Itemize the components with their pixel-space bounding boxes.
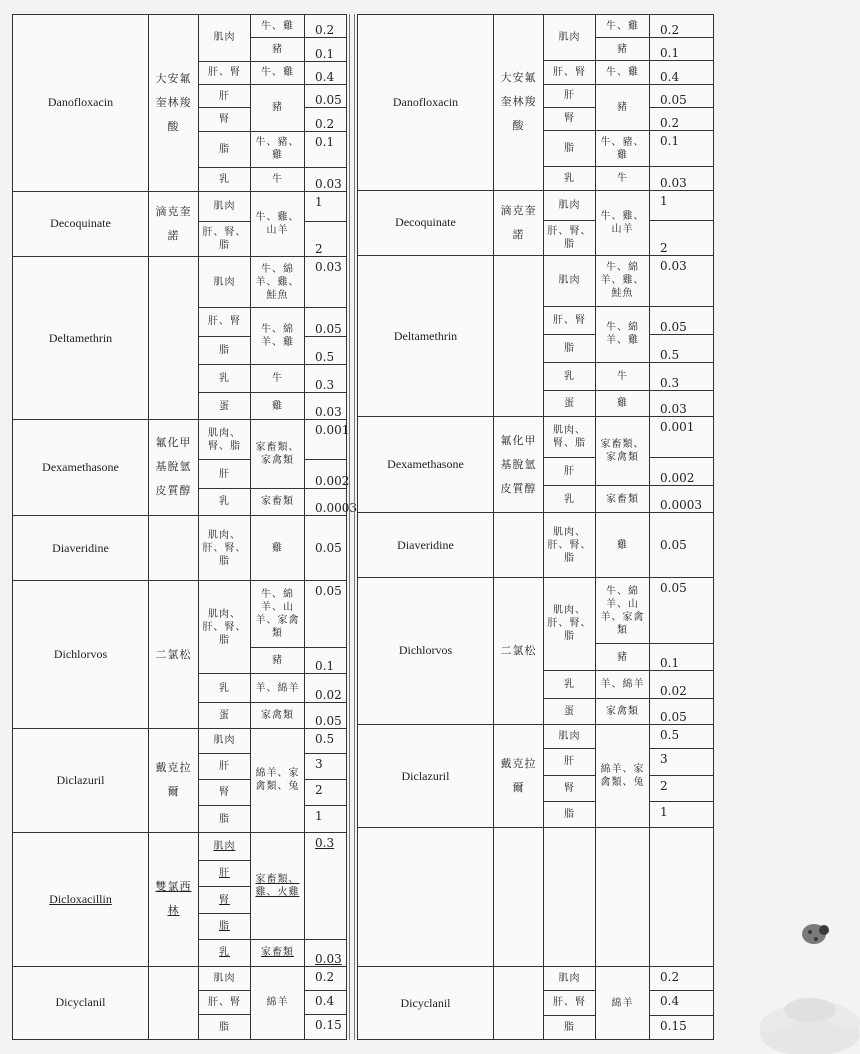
value-cell: 3 — [650, 749, 714, 775]
residue-table-left — [12, 14, 357, 1040]
table-row — [13, 966, 347, 990]
table-row — [358, 190, 714, 220]
tissue-cell: 肝、腎 — [199, 990, 251, 1014]
drug-name: Decoquinate — [358, 190, 494, 256]
tissue-cell: 腎 — [199, 779, 251, 805]
tissue-cell: 乳 — [544, 486, 596, 513]
value-cell: 0.1 — [650, 131, 714, 167]
tissue-cell: 乳 — [199, 674, 251, 702]
value-cell: 0.0003 — [305, 488, 347, 515]
species-cell: 雞 — [596, 391, 650, 417]
species-cell: 牛、豬、雞 — [251, 131, 305, 168]
tissue-cell: 肌肉 — [544, 725, 596, 749]
value-cell: 0.15 — [650, 1015, 714, 1039]
species-cell: 羊、綿羊 — [251, 674, 305, 702]
value-cell: 1 — [650, 801, 714, 827]
drug-name: Danofloxacin — [13, 15, 149, 192]
tissue-cell: 肌肉 — [544, 256, 596, 306]
value-cell: 0.5 — [305, 729, 347, 753]
drug-chinese-name — [149, 257, 199, 419]
tissue-cell: 肌肉、肝、腎、脂 — [199, 516, 251, 581]
species-cell: 牛、豬、雞 — [596, 131, 650, 167]
tissue-cell: 肌肉 — [544, 15, 596, 61]
tissue-cell: 脂 — [199, 131, 251, 168]
tissue-cell: 肝 — [544, 457, 596, 485]
value-cell: 0.5 — [305, 336, 347, 364]
value-cell: 0.03 — [305, 168, 347, 191]
species-cell: 家畜類、家禽類 — [251, 419, 305, 488]
drug-name: Diclazuril — [358, 725, 494, 828]
drug-name: Dicloxacillin — [13, 832, 149, 966]
tissue-cell: 乳 — [199, 365, 251, 393]
species-cell: 家畜類、雞、火雞 — [251, 832, 305, 940]
species-cell: 豬 — [251, 648, 305, 674]
species-cell: 牛、綿羊、山羊、家禽類 — [251, 581, 305, 648]
table-row — [358, 256, 714, 306]
value-cell: 0.05 — [305, 581, 347, 648]
table-row — [358, 967, 714, 991]
drug-name: Decoquinate — [13, 191, 149, 257]
tissue-cell: 蛋 — [199, 393, 251, 419]
tissue-cell: 肌肉 — [544, 967, 596, 991]
drug-chinese-name — [149, 516, 199, 581]
value-cell: 0.1 — [650, 644, 714, 670]
species-cell: 豬 — [596, 644, 650, 670]
table-row — [13, 832, 347, 860]
drug-name: Deltamethrin — [13, 257, 149, 419]
tissue-cell: 肝、腎 — [199, 308, 251, 336]
species-cell: 牛、雞 — [596, 15, 650, 38]
value-cell: 0.002 — [305, 460, 347, 488]
species-cell: 牛 — [596, 167, 650, 190]
value-cell: 2 — [650, 775, 714, 801]
species-cell: 綿羊、家禽類、兔 — [251, 729, 305, 832]
tissue-cell: 脂 — [544, 801, 596, 827]
table-row — [13, 729, 347, 753]
value-cell: 0.2 — [305, 108, 347, 131]
table-row — [13, 516, 347, 581]
value-cell: 1 — [650, 190, 714, 220]
tissue-cell: 肌肉、腎、脂 — [199, 419, 251, 460]
tissue-cell: 肝 — [199, 84, 251, 107]
tissue-cell: 脂 — [544, 131, 596, 167]
tissue-cell: 肝、腎 — [544, 991, 596, 1015]
tissue-cell: 肌肉 — [199, 191, 251, 221]
drug-chinese-name: 氟化甲基脫氫皮質醇 — [149, 419, 199, 515]
species-cell: 牛、綿羊、雞 — [596, 306, 650, 362]
value-cell: 0.15 — [305, 1015, 347, 1040]
tissue-cell: 肌肉 — [199, 15, 251, 62]
species-cell: 牛、雞、山羊 — [596, 190, 650, 256]
empty-cell — [596, 827, 650, 966]
species-cell: 牛 — [251, 168, 305, 191]
tissue-cell: 肝 — [199, 861, 251, 887]
table-row — [358, 725, 714, 749]
value-cell: 2 — [305, 221, 347, 257]
value-cell: 0.2 — [305, 15, 347, 38]
drug-chinese-name: 氟化甲基脫氫皮質醇 — [494, 417, 544, 513]
tissue-cell: 肌肉、肝、腎、脂 — [544, 577, 596, 670]
value-cell: 0.03 — [305, 393, 347, 419]
species-cell: 雞 — [596, 513, 650, 578]
drug-chinese-name: 二氯松 — [149, 581, 199, 729]
tissue-cell: 腎 — [544, 775, 596, 801]
tissue-cell: 腎 — [199, 887, 251, 913]
table-row — [358, 513, 714, 578]
value-cell: 0.2 — [650, 107, 714, 130]
table-row — [358, 417, 714, 457]
tissue-cell: 肌肉 — [199, 257, 251, 308]
tissue-cell: 乳 — [544, 363, 596, 391]
species-cell: 牛、雞 — [596, 61, 650, 84]
value-cell: 0.03 — [650, 167, 714, 190]
tissue-cell: 蛋 — [544, 698, 596, 724]
page-fold — [349, 14, 355, 1040]
species-cell: 牛、綿羊、雞 — [251, 308, 305, 365]
value-cell: 0.05 — [650, 84, 714, 107]
drug-name: Dichlorvos — [358, 577, 494, 724]
tissue-cell: 肌肉 — [199, 832, 251, 860]
tissue-cell: 肝 — [199, 460, 251, 488]
tissue-cell: 脂 — [544, 1015, 596, 1039]
drug-chinese-name: 二氯松 — [494, 577, 544, 724]
table-row — [13, 581, 347, 648]
tissue-cell: 肝、腎 — [544, 306, 596, 334]
value-cell: 0.05 — [650, 698, 714, 724]
species-cell: 牛、雞、山羊 — [251, 191, 305, 257]
tissue-cell: 脂 — [199, 1015, 251, 1040]
value-cell: 0.5 — [650, 725, 714, 749]
drug-name: Dicyclanil — [358, 967, 494, 1040]
tissue-cell: 脂 — [544, 334, 596, 362]
tissue-cell: 肝、腎、脂 — [199, 221, 251, 257]
empty-cell — [358, 827, 494, 966]
value-cell: 0.4 — [650, 61, 714, 84]
tissue-cell: 乳 — [544, 167, 596, 190]
species-cell: 牛、綿羊、雞、鮭魚 — [596, 256, 650, 306]
drug-chinese-name — [494, 256, 544, 417]
value-cell: 0.4 — [305, 990, 347, 1014]
drug-name: Diaveridine — [13, 516, 149, 581]
tissue-cell: 肌肉、肝、腎、脂 — [544, 513, 596, 578]
ladybug-on-flower-icon — [740, 914, 860, 1054]
table-row — [358, 827, 714, 966]
tissue-cell: 肌肉 — [199, 966, 251, 990]
drug-chinese-name: 滴克奎諾 — [494, 190, 544, 256]
tissue-cell: 腎 — [199, 108, 251, 131]
species-cell: 雞 — [251, 393, 305, 419]
drug-name: Dexamethasone — [13, 419, 149, 515]
tissue-cell: 肝、腎 — [544, 61, 596, 84]
drug-name: Dicyclanil — [13, 966, 149, 1039]
value-cell: 0.001 — [305, 419, 347, 460]
species-cell: 豬 — [596, 84, 650, 130]
species-cell: 家畜類、家禽類 — [596, 417, 650, 486]
value-cell: 0.05 — [305, 84, 347, 107]
tissue-cell: 肌肉 — [544, 190, 596, 220]
value-cell: 0.05 — [305, 702, 347, 728]
tissue-cell: 肌肉 — [199, 729, 251, 753]
species-cell: 牛、綿羊、山羊、家禽類 — [596, 577, 650, 644]
value-cell: 0.03 — [650, 391, 714, 417]
value-cell: 0.03 — [305, 257, 347, 308]
value-cell: 0.002 — [650, 457, 714, 485]
value-cell: 0.1 — [305, 648, 347, 674]
drug-chinese-name: 雙氯西林 — [149, 832, 199, 966]
species-cell: 雞 — [251, 516, 305, 581]
species-cell: 家畜類 — [596, 486, 650, 513]
drug-chinese-name: 戴克拉爾 — [494, 725, 544, 828]
tissue-cell: 蛋 — [199, 702, 251, 728]
value-cell: 1 — [305, 191, 347, 221]
species-cell: 綿羊、家禽類、兔 — [596, 725, 650, 828]
species-cell: 綿羊 — [251, 966, 305, 1039]
drug-name: Danofloxacin — [358, 15, 494, 191]
value-cell: 0.02 — [305, 674, 347, 702]
table-row — [13, 257, 347, 308]
value-cell: 0.0003 — [650, 486, 714, 513]
species-cell: 牛、雞 — [251, 15, 305, 38]
value-cell: 2 — [650, 220, 714, 255]
tissue-cell: 脂 — [199, 336, 251, 364]
tissue-cell: 肌肉、腎、脂 — [544, 417, 596, 457]
value-cell: 0.05 — [305, 308, 347, 336]
value-cell: 0.1 — [305, 131, 347, 168]
species-cell: 牛、綿羊、雞、鮭魚 — [251, 257, 305, 308]
value-cell: 0.2 — [650, 967, 714, 991]
drug-name: Diclazuril — [13, 729, 149, 832]
value-cell: 0.001 — [650, 417, 714, 457]
value-cell: 0.1 — [305, 38, 347, 61]
value-cell: 0.02 — [650, 670, 714, 698]
value-cell: 0.4 — [305, 61, 347, 84]
value-cell: 0.03 — [305, 940, 347, 966]
value-cell: 0.05 — [650, 513, 714, 578]
drug-chinese-name — [494, 513, 544, 578]
value-cell: 0.4 — [650, 991, 714, 1015]
value-cell: 0.3 — [305, 365, 347, 393]
value-cell: 0.05 — [650, 306, 714, 334]
tissue-cell: 乳 — [199, 488, 251, 515]
tissue-cell: 肝 — [544, 749, 596, 775]
species-cell: 羊、綿羊 — [596, 670, 650, 698]
tissue-cell: 蛋 — [544, 391, 596, 417]
empty-cell — [494, 827, 544, 966]
value-cell: 3 — [305, 753, 347, 779]
residue-table-right — [357, 14, 714, 1040]
table-row — [358, 577, 714, 644]
species-cell: 家禽類 — [251, 702, 305, 728]
value-cell: 2 — [305, 779, 347, 805]
drug-name: Dexamethasone — [358, 417, 494, 513]
tissue-cell: 脂 — [199, 913, 251, 939]
drug-chinese-name: 大安氟奎林羧酸 — [149, 15, 199, 192]
tissue-cell: 腎 — [544, 107, 596, 130]
drug-name: Dichlorvos — [13, 581, 149, 729]
drug-chinese-name — [149, 966, 199, 1039]
tissue-cell: 肌肉、肝、腎、脂 — [199, 581, 251, 674]
value-cell: 0.3 — [305, 832, 347, 940]
value-cell: 0.2 — [305, 966, 347, 990]
tissue-cell: 肝、腎 — [199, 61, 251, 84]
species-cell: 綿羊 — [596, 967, 650, 1040]
tissue-cell: 乳 — [199, 940, 251, 966]
species-cell: 豬 — [251, 84, 305, 131]
drug-chinese-name — [494, 967, 544, 1040]
empty-cell — [650, 827, 714, 966]
table-row — [358, 15, 714, 38]
species-cell: 豬 — [596, 38, 650, 61]
tissue-cell: 脂 — [199, 806, 251, 832]
table-row — [13, 419, 347, 460]
drug-name: Diaveridine — [358, 513, 494, 578]
value-cell: 1 — [305, 806, 347, 832]
species-cell: 牛 — [596, 363, 650, 391]
value-cell: 0.2 — [650, 15, 714, 38]
species-cell: 家畜類 — [251, 488, 305, 515]
value-cell: 0.1 — [650, 38, 714, 61]
empty-cell — [544, 827, 596, 966]
tissue-cell: 肝 — [544, 84, 596, 107]
table-row — [13, 191, 347, 221]
species-cell: 牛、雞 — [251, 61, 305, 84]
species-cell: 家禽類 — [596, 698, 650, 724]
value-cell: 0.5 — [650, 334, 714, 362]
drug-chinese-name: 戴克拉爾 — [149, 729, 199, 832]
value-cell: 0.05 — [305, 516, 347, 581]
species-cell: 家畜類 — [251, 940, 305, 966]
tissue-cell: 乳 — [544, 670, 596, 698]
tissue-cell: 乳 — [199, 168, 251, 191]
value-cell: 0.03 — [650, 256, 714, 306]
species-cell: 牛 — [251, 365, 305, 393]
species-cell: 豬 — [251, 38, 305, 61]
value-cell: 0.05 — [650, 577, 714, 644]
tissue-cell: 肝、腎、脂 — [544, 220, 596, 255]
tissue-cell: 肝 — [199, 753, 251, 779]
drug-chinese-name: 滴克奎諾 — [149, 191, 199, 257]
drug-name: Deltamethrin — [358, 256, 494, 417]
table-row — [13, 15, 347, 38]
value-cell: 0.3 — [650, 363, 714, 391]
drug-chinese-name: 大安氟奎林羧酸 — [494, 15, 544, 191]
